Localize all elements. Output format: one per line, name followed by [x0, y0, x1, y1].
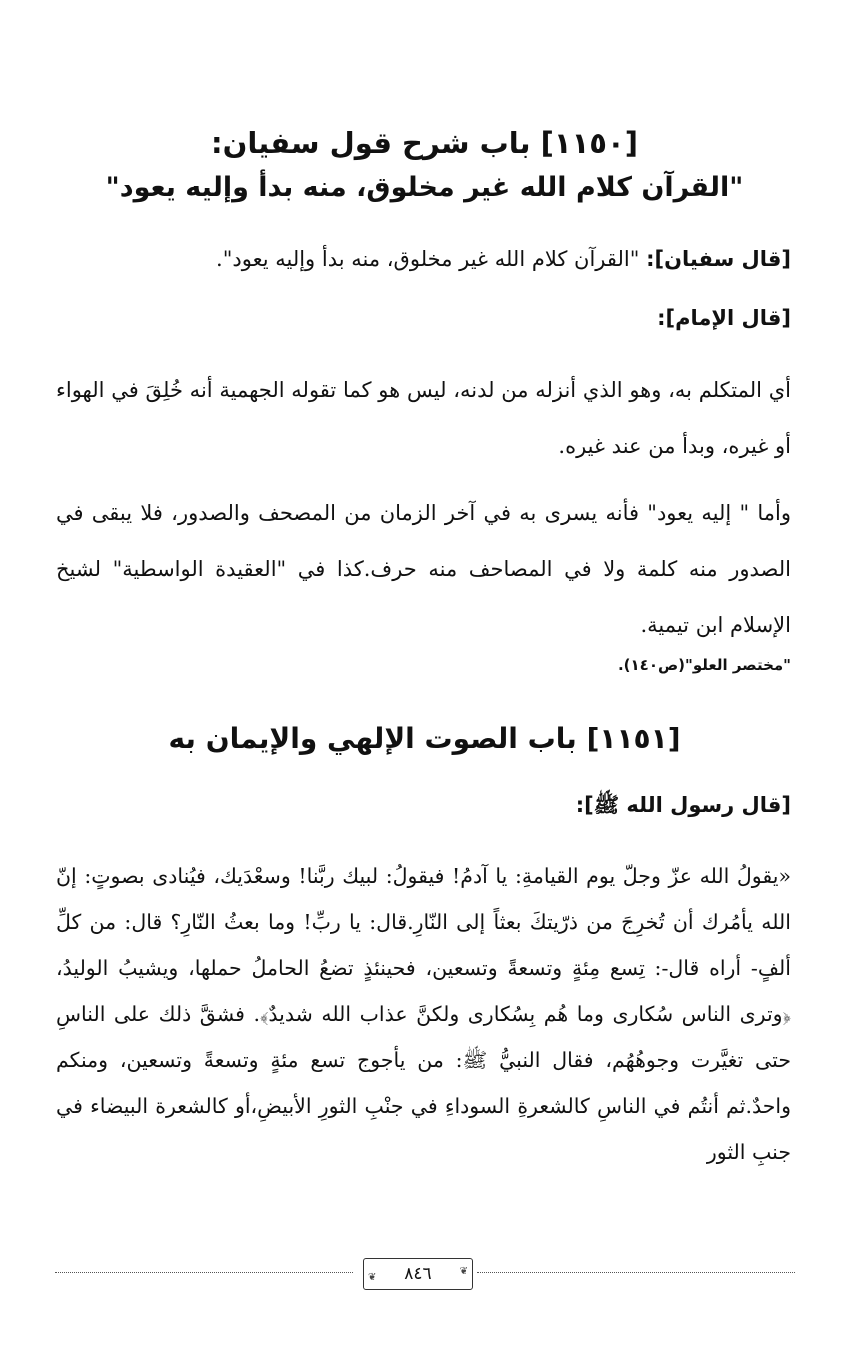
page-number-box: [363, 1258, 473, 1290]
chapter-1150-subtitle: "القرآن كلام الله غير مخلوق، منه بدأ وإليه يعود": [105, 172, 744, 203]
chapter-1151-title: [١١٥١] باب الصوت الإلهي والإيمان به: [168, 722, 681, 755]
hadith-text: «يقولُ الله عزّ وجلّ يوم القيامةِ: يا آدمُ! فيقولُ: لبيك ربَّنا! وسعْدَيك، فيُنادى بصوتٍ: إنّ الله يأمُرك أن تُخرِجَ من ذرّيتكَ بعثاً إلى النّارِ.قال: يا ربِّ! وما بعثُ النّارِ؟ قال: من كلِّ ألفٍ- أراه قال-: تِسع مِئةٍ وتسعةً وتسعين، فحينئذٍ تضعُ الحاملُ حملها، ويشيبُ الوليدُ، ﴿وترى الناس سُكارى وما هُم بِسُكارى ولكنَّ عذاب الله شديدٌ﴾. فشقَّ ذلك على الناسِ حتى تغيَّرت وجوهُهُم، فقال النبيُّ ﷺ: من يأجوج تسع مئةٍ وتسعةً وتسعين، ومنكم واحدٌ.ثم أنتُم في الناسِ كالشعرةِ السوداءِ في جنْبِ الثورِ الأبيضِ،أو كالشعرة البيضاء في جنبِ الثور: [56, 864, 791, 1164]
sufyan-label: [قال سفيان]:: [646, 247, 791, 271]
footer-dotted-rule-right: [477, 1272, 795, 1273]
imam-label: [قال الإمام]:: [657, 306, 791, 330]
paragraph-2: وأما " إليه يعود" فأنه يسرى به في آخر الزمان من المصحف والصدور، فلا يبقى في الصدور منه كلمة ولا في المصاحف منه حرف.كذا في "العقيدة الواسطية" لشيخ الإسلام ابن تيمية.: [56, 501, 791, 637]
source-note: "مختصر العلو"(ص١٤٠).: [617, 656, 791, 674]
sufyan-quote: [56, 246, 791, 273]
page-footer: [55, 1258, 795, 1292]
rasul-label: [قال رسول الله ﷺ]:: [575, 793, 791, 817]
sufyan-quote-text: "القرآن كلام الله غير مخلوق، منه بدأ وإليه يعود".: [216, 247, 647, 271]
corner-ornament-icon: ❦: [368, 1272, 377, 1283]
corner-ornament-icon: ❦: [459, 1266, 468, 1277]
footer-dotted-rule-left: [55, 1272, 353, 1273]
page-number: ٨٤٦: [404, 1264, 432, 1284]
chapter-1150-title: [١١٥٠] باب شرح قول سفيان:: [211, 126, 638, 160]
paragraph-1: أي المتكلم به، وهو الذي أنزله من لدنه، ليس هو كما تقوله الجهمية أنه خُلِقَ في الهواء أو غيره، وبدأ من عند غيره.: [56, 378, 791, 458]
